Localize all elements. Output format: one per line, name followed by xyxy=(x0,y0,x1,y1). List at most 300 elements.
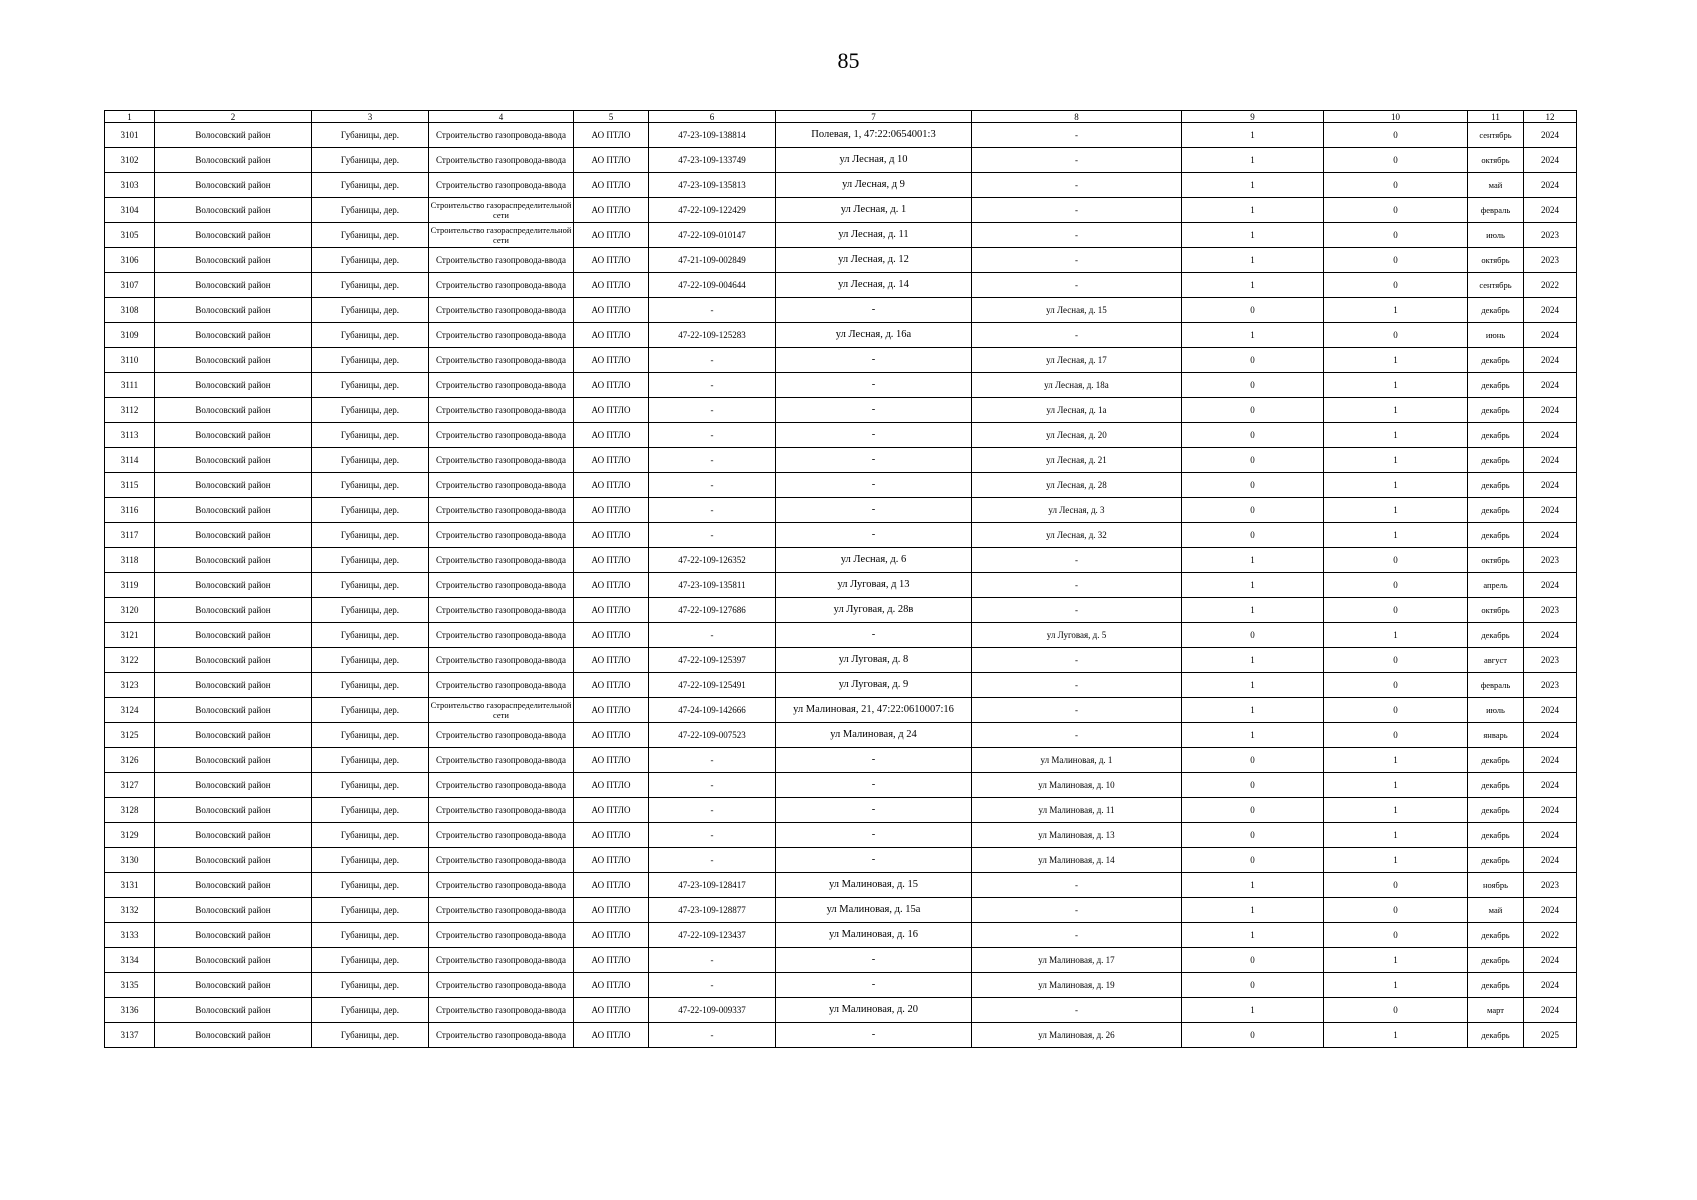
application-number-cell: 47-22-109-009337 xyxy=(649,998,776,1023)
settlement-cell: Губаницы, дер. xyxy=(312,398,429,423)
table-row xyxy=(105,798,1577,823)
month-cell: декабрь xyxy=(1468,498,1524,523)
settlement-cell: Губаницы, дер. xyxy=(312,848,429,873)
organization-cell: АО ПТЛО xyxy=(574,473,649,498)
count-cell: 0 xyxy=(1182,798,1324,823)
district-cell: Волосовский район xyxy=(155,373,312,398)
address-cell: - xyxy=(776,373,972,398)
table-row xyxy=(105,298,1577,323)
work-type-cell: Строительство газопровода-ввода xyxy=(429,898,574,923)
settlement-cell: Губаницы, дер. xyxy=(312,298,429,323)
column-header: 1 xyxy=(105,111,155,123)
district-cell: Волосовский район xyxy=(155,673,312,698)
settlement-cell: Губаницы, дер. xyxy=(312,773,429,798)
address-cell: ул Лесная, д. 17 xyxy=(972,348,1182,373)
count-cell: 1 xyxy=(1324,473,1468,498)
address-cell: - xyxy=(776,523,972,548)
district-cell: Волосовский район xyxy=(155,448,312,473)
work-type-cell: Строительство газопровода-ввода xyxy=(429,948,574,973)
district-cell: Волосовский район xyxy=(155,623,312,648)
application-number-cell: 47-23-109-128417 xyxy=(649,873,776,898)
row-number-cell: 3133 xyxy=(105,923,155,948)
count-cell: 1 xyxy=(1182,248,1324,273)
organization-cell: АО ПТЛО xyxy=(574,423,649,448)
address-cell: ул Малиновая, д. 1 xyxy=(972,748,1182,773)
address-cell: - xyxy=(972,673,1182,698)
count-cell: 0 xyxy=(1182,948,1324,973)
organization-cell: АО ПТЛО xyxy=(574,223,649,248)
application-number-cell: 47-22-109-126352 xyxy=(649,548,776,573)
organization-cell: АО ПТЛО xyxy=(574,673,649,698)
count-cell: 0 xyxy=(1182,348,1324,373)
organization-cell: АО ПТЛО xyxy=(574,373,649,398)
settlement-cell: Губаницы, дер. xyxy=(312,748,429,773)
work-type-cell: Строительство газопровода-ввода xyxy=(429,498,574,523)
count-cell: 1 xyxy=(1324,348,1468,373)
row-number-cell: 3102 xyxy=(105,148,155,173)
year-cell: 2024 xyxy=(1524,123,1577,148)
application-number-cell: 47-23-109-133749 xyxy=(649,148,776,173)
address-cell: - xyxy=(972,898,1182,923)
count-cell: 1 xyxy=(1182,173,1324,198)
address-cell: - xyxy=(972,873,1182,898)
address-cell: ул Лесная, д. 20 xyxy=(972,423,1182,448)
count-cell: 1 xyxy=(1182,598,1324,623)
table-row xyxy=(105,848,1577,873)
count-cell: 1 xyxy=(1324,623,1468,648)
year-cell: 2023 xyxy=(1524,648,1577,673)
count-cell: 1 xyxy=(1182,873,1324,898)
organization-cell: АО ПТЛО xyxy=(574,273,649,298)
column-header: 7 xyxy=(776,111,972,123)
district-cell: Волосовский район xyxy=(155,948,312,973)
organization-cell: АО ПТЛО xyxy=(574,548,649,573)
table-row xyxy=(105,723,1577,748)
row-number-cell: 3110 xyxy=(105,348,155,373)
address-cell: ул Лесная, д. 21 xyxy=(972,448,1182,473)
year-cell: 2023 xyxy=(1524,598,1577,623)
organization-cell: АО ПТЛО xyxy=(574,773,649,798)
row-number-cell: 3108 xyxy=(105,298,155,323)
application-number-cell: - xyxy=(649,973,776,998)
work-type-cell: Строительство газопровода-ввода xyxy=(429,273,574,298)
work-type-cell: Строительство газопровода-ввода xyxy=(429,998,574,1023)
work-type-cell: Строительство газопровода-ввода xyxy=(429,723,574,748)
organization-cell: АО ПТЛО xyxy=(574,623,649,648)
table-row xyxy=(105,448,1577,473)
month-cell: декабрь xyxy=(1468,423,1524,448)
year-cell: 2024 xyxy=(1524,523,1577,548)
year-cell: 2024 xyxy=(1524,898,1577,923)
count-cell: 0 xyxy=(1324,698,1468,723)
count-cell: 0 xyxy=(1324,273,1468,298)
count-cell: 1 xyxy=(1182,998,1324,1023)
organization-cell: АО ПТЛО xyxy=(574,923,649,948)
address-cell: - xyxy=(972,248,1182,273)
month-cell: июль xyxy=(1468,698,1524,723)
district-cell: Волосовский район xyxy=(155,998,312,1023)
row-number-cell: 3123 xyxy=(105,673,155,698)
row-number-cell: 3103 xyxy=(105,173,155,198)
address-cell: - xyxy=(776,423,972,448)
count-cell: 0 xyxy=(1324,248,1468,273)
count-cell: 1 xyxy=(1324,973,1468,998)
table-row xyxy=(105,973,1577,998)
row-number-cell: 3114 xyxy=(105,448,155,473)
count-cell: 0 xyxy=(1324,673,1468,698)
month-cell: октябрь xyxy=(1468,248,1524,273)
count-cell: 0 xyxy=(1182,498,1324,523)
address-cell: Полевая, 1, 47:22:0654001:3 xyxy=(776,123,972,148)
address-cell: - xyxy=(776,1023,972,1048)
application-number-cell: 47-23-109-128877 xyxy=(649,898,776,923)
address-cell: - xyxy=(776,473,972,498)
address-cell: - xyxy=(972,148,1182,173)
count-cell: 0 xyxy=(1182,448,1324,473)
settlement-cell: Губаницы, дер. xyxy=(312,623,429,648)
count-cell: 1 xyxy=(1324,823,1468,848)
settlement-cell: Губаницы, дер. xyxy=(312,173,429,198)
organization-cell: АО ПТЛО xyxy=(574,998,649,1023)
count-cell: 0 xyxy=(1182,373,1324,398)
count-cell: 0 xyxy=(1182,1023,1324,1048)
application-number-cell: - xyxy=(649,1023,776,1048)
address-cell: ул Лесная, д. 1 xyxy=(776,198,972,223)
application-number-cell: - xyxy=(649,748,776,773)
month-cell: март xyxy=(1468,998,1524,1023)
address-cell: - xyxy=(776,823,972,848)
month-cell: август xyxy=(1468,648,1524,673)
district-cell: Волосовский район xyxy=(155,773,312,798)
settlement-cell: Губаницы, дер. xyxy=(312,248,429,273)
work-type-cell: Строительство газопровода-ввода xyxy=(429,648,574,673)
settlement-cell: Губаницы, дер. xyxy=(312,648,429,673)
district-cell: Волосовский район xyxy=(155,348,312,373)
row-number-cell: 3126 xyxy=(105,748,155,773)
district-cell: Волосовский район xyxy=(155,148,312,173)
month-cell: декабрь xyxy=(1468,798,1524,823)
address-cell: ул Луговая, д. 5 xyxy=(972,623,1182,648)
address-cell: - xyxy=(776,448,972,473)
address-cell: - xyxy=(776,348,972,373)
month-cell: декабрь xyxy=(1468,923,1524,948)
table-row xyxy=(105,548,1577,573)
address-cell: - xyxy=(972,648,1182,673)
table-row xyxy=(105,573,1577,598)
district-cell: Волосовский район xyxy=(155,273,312,298)
work-type-cell: Строительство газораспределительной сети xyxy=(429,698,574,723)
work-type-cell: Строительство газопровода-ввода xyxy=(429,323,574,348)
work-type-cell: Строительство газопровода-ввода xyxy=(429,598,574,623)
address-cell: - xyxy=(972,998,1182,1023)
year-cell: 2022 xyxy=(1524,273,1577,298)
address-cell: ул Луговая, д. 8 xyxy=(776,648,972,673)
application-number-cell: - xyxy=(649,398,776,423)
work-type-cell: Строительство газопровода-ввода xyxy=(429,548,574,573)
count-cell: 0 xyxy=(1182,773,1324,798)
month-cell: сентябрь xyxy=(1468,273,1524,298)
year-cell: 2024 xyxy=(1524,698,1577,723)
row-number-cell: 3129 xyxy=(105,823,155,848)
settlement-cell: Губаницы, дер. xyxy=(312,323,429,348)
work-type-cell: Строительство газопровода-ввода xyxy=(429,298,574,323)
organization-cell: АО ПТЛО xyxy=(574,398,649,423)
count-cell: 1 xyxy=(1324,398,1468,423)
district-cell: Волосовский район xyxy=(155,1023,312,1048)
row-number-cell: 3113 xyxy=(105,423,155,448)
row-number-cell: 3115 xyxy=(105,473,155,498)
count-cell: 0 xyxy=(1324,323,1468,348)
column-header: 11 xyxy=(1468,111,1524,123)
address-cell: ул Малиновая, д. 17 xyxy=(972,948,1182,973)
count-cell: 0 xyxy=(1182,298,1324,323)
organization-cell: АО ПТЛО xyxy=(574,498,649,523)
row-number-cell: 3122 xyxy=(105,648,155,673)
organization-cell: АО ПТЛО xyxy=(574,348,649,373)
settlement-cell: Губаницы, дер. xyxy=(312,198,429,223)
table-row xyxy=(105,598,1577,623)
district-cell: Волосовский район xyxy=(155,173,312,198)
column-header: 6 xyxy=(649,111,776,123)
year-cell: 2024 xyxy=(1524,623,1577,648)
organization-cell: АО ПТЛО xyxy=(574,898,649,923)
settlement-cell: Губаницы, дер. xyxy=(312,373,429,398)
year-cell: 2024 xyxy=(1524,298,1577,323)
year-cell: 2023 xyxy=(1524,248,1577,273)
address-cell: ул Малиновая, д. 16 xyxy=(776,923,972,948)
table-row xyxy=(105,248,1577,273)
count-cell: 0 xyxy=(1182,973,1324,998)
address-cell: - xyxy=(972,923,1182,948)
month-cell: февраль xyxy=(1468,198,1524,223)
count-cell: 0 xyxy=(1324,648,1468,673)
settlement-cell: Губаницы, дер. xyxy=(312,523,429,548)
district-cell: Волосовский район xyxy=(155,248,312,273)
settlement-cell: Губаницы, дер. xyxy=(312,273,429,298)
table-row xyxy=(105,698,1577,723)
table-row xyxy=(105,473,1577,498)
count-cell: 1 xyxy=(1324,748,1468,773)
table-row xyxy=(105,523,1577,548)
address-cell: - xyxy=(972,723,1182,748)
organization-cell: АО ПТЛО xyxy=(574,748,649,773)
district-cell: Волосовский район xyxy=(155,748,312,773)
work-type-cell: Строительство газопровода-ввода xyxy=(429,823,574,848)
address-cell: ул Луговая, д. 9 xyxy=(776,673,972,698)
application-number-cell: 47-23-109-135813 xyxy=(649,173,776,198)
address-cell: - xyxy=(776,623,972,648)
count-cell: 0 xyxy=(1324,123,1468,148)
table-row xyxy=(105,348,1577,373)
address-cell: ул Лесная, д. 16а xyxy=(776,323,972,348)
count-cell: 1 xyxy=(1182,923,1324,948)
address-cell: - xyxy=(776,798,972,823)
work-type-cell: Строительство газопровода-ввода xyxy=(429,848,574,873)
district-cell: Волосовский район xyxy=(155,323,312,348)
month-cell: октябрь xyxy=(1468,548,1524,573)
organization-cell: АО ПТЛО xyxy=(574,448,649,473)
application-number-cell: 47-22-109-010147 xyxy=(649,223,776,248)
organization-cell: АО ПТЛО xyxy=(574,248,649,273)
table-row xyxy=(105,173,1577,198)
count-cell: 0 xyxy=(1324,723,1468,748)
work-type-cell: Строительство газопровода-ввода xyxy=(429,473,574,498)
data-table xyxy=(104,110,1577,1048)
month-cell: декабрь xyxy=(1468,398,1524,423)
count-cell: 1 xyxy=(1182,648,1324,673)
month-cell: декабрь xyxy=(1468,348,1524,373)
month-cell: июнь xyxy=(1468,323,1524,348)
organization-cell: АО ПТЛО xyxy=(574,698,649,723)
district-cell: Волосовский район xyxy=(155,698,312,723)
address-cell: ул Лесная, д. 28 xyxy=(972,473,1182,498)
table-row xyxy=(105,673,1577,698)
count-cell: 1 xyxy=(1182,273,1324,298)
organization-cell: АО ПТЛО xyxy=(574,973,649,998)
settlement-cell: Губаницы, дер. xyxy=(312,673,429,698)
month-cell: декабрь xyxy=(1468,848,1524,873)
address-cell: - xyxy=(972,123,1182,148)
row-number-cell: 3127 xyxy=(105,773,155,798)
month-cell: декабрь xyxy=(1468,448,1524,473)
district-cell: Волосовский район xyxy=(155,923,312,948)
count-cell: 0 xyxy=(1324,598,1468,623)
row-number-cell: 3128 xyxy=(105,798,155,823)
settlement-cell: Губаницы, дер. xyxy=(312,798,429,823)
address-cell: ул Малиновая, д. 19 xyxy=(972,973,1182,998)
table-row xyxy=(105,148,1577,173)
count-cell: 0 xyxy=(1182,623,1324,648)
month-cell: май xyxy=(1468,898,1524,923)
address-cell: ул Лесная, д 9 xyxy=(776,173,972,198)
row-number-cell: 3132 xyxy=(105,898,155,923)
settlement-cell: Губаницы, дер. xyxy=(312,923,429,948)
month-cell: декабрь xyxy=(1468,948,1524,973)
address-cell: - xyxy=(776,398,972,423)
application-number-cell: 47-24-109-142666 xyxy=(649,698,776,723)
application-number-cell: 47-22-109-125283 xyxy=(649,323,776,348)
organization-cell: АО ПТЛО xyxy=(574,798,649,823)
settlement-cell: Губаницы, дер. xyxy=(312,548,429,573)
count-cell: 0 xyxy=(1182,398,1324,423)
district-cell: Волосовский район xyxy=(155,423,312,448)
year-cell: 2024 xyxy=(1524,773,1577,798)
district-cell: Волосовский район xyxy=(155,873,312,898)
count-cell: 0 xyxy=(1324,898,1468,923)
district-cell: Волосовский район xyxy=(155,298,312,323)
district-cell: Волосовский район xyxy=(155,798,312,823)
column-header: 2 xyxy=(155,111,312,123)
table-row xyxy=(105,898,1577,923)
organization-cell: АО ПТЛО xyxy=(574,1023,649,1048)
settlement-cell: Губаницы, дер. xyxy=(312,973,429,998)
application-number-cell: 47-21-109-002849 xyxy=(649,248,776,273)
organization-cell: АО ПТЛО xyxy=(574,323,649,348)
work-type-cell: Строительство газопровода-ввода xyxy=(429,173,574,198)
application-number-cell: - xyxy=(649,623,776,648)
table-row xyxy=(105,423,1577,448)
row-number-cell: 3119 xyxy=(105,573,155,598)
table-row xyxy=(105,398,1577,423)
address-cell: ул Малиновая, д. 11 xyxy=(972,798,1182,823)
organization-cell: АО ПТЛО xyxy=(574,598,649,623)
work-type-cell: Строительство газопровода-ввода xyxy=(429,348,574,373)
row-number-cell: 3105 xyxy=(105,223,155,248)
work-type-cell: Строительство газопровода-ввода xyxy=(429,123,574,148)
month-cell: ноябрь xyxy=(1468,873,1524,898)
table-row xyxy=(105,373,1577,398)
row-number-cell: 3121 xyxy=(105,623,155,648)
address-cell: ул Малиновая, д. 15 xyxy=(776,873,972,898)
work-type-cell: Строительство газопровода-ввода xyxy=(429,573,574,598)
settlement-cell: Губаницы, дер. xyxy=(312,573,429,598)
column-header: 9 xyxy=(1182,111,1324,123)
row-number-cell: 3117 xyxy=(105,523,155,548)
address-cell: - xyxy=(972,598,1182,623)
row-number-cell: 3111 xyxy=(105,373,155,398)
district-cell: Волосовский район xyxy=(155,523,312,548)
settlement-cell: Губаницы, дер. xyxy=(312,348,429,373)
row-number-cell: 3116 xyxy=(105,498,155,523)
address-cell: - xyxy=(776,773,972,798)
year-cell: 2024 xyxy=(1524,398,1577,423)
address-cell: - xyxy=(972,273,1182,298)
year-cell: 2023 xyxy=(1524,548,1577,573)
row-number-cell: 3104 xyxy=(105,198,155,223)
settlement-cell: Губаницы, дер. xyxy=(312,148,429,173)
address-cell: ул Лесная, д. 6 xyxy=(776,548,972,573)
address-cell: ул Лесная, д. 12 xyxy=(776,248,972,273)
organization-cell: АО ПТЛО xyxy=(574,123,649,148)
count-cell: 1 xyxy=(1182,323,1324,348)
count-cell: 1 xyxy=(1182,573,1324,598)
address-cell: ул Малиновая, д. 26 xyxy=(972,1023,1182,1048)
year-cell: 2024 xyxy=(1524,998,1577,1023)
settlement-cell: Губаницы, дер. xyxy=(312,873,429,898)
district-cell: Волосовский район xyxy=(155,648,312,673)
organization-cell: АО ПТЛО xyxy=(574,298,649,323)
count-cell: 1 xyxy=(1182,123,1324,148)
table-row xyxy=(105,998,1577,1023)
count-cell: 0 xyxy=(1324,148,1468,173)
organization-cell: АО ПТЛО xyxy=(574,148,649,173)
address-cell: ул Лесная, д. 14 xyxy=(776,273,972,298)
application-number-cell: - xyxy=(649,423,776,448)
application-number-cell: - xyxy=(649,448,776,473)
address-cell: ул Лесная, д. 15 xyxy=(972,298,1182,323)
work-type-cell: Строительство газопровода-ввода xyxy=(429,873,574,898)
address-cell: ул Лесная, д. 1а xyxy=(972,398,1182,423)
work-type-cell: Строительство газораспределительной сети xyxy=(429,198,574,223)
year-cell: 2024 xyxy=(1524,423,1577,448)
count-cell: 0 xyxy=(1324,923,1468,948)
work-type-cell: Строительство газопровода-ввода xyxy=(429,623,574,648)
count-cell: 1 xyxy=(1182,548,1324,573)
address-cell: - xyxy=(972,548,1182,573)
month-cell: октябрь xyxy=(1468,598,1524,623)
table-row xyxy=(105,198,1577,223)
organization-cell: АО ПТЛО xyxy=(574,648,649,673)
work-type-cell: Строительство газопровода-ввода xyxy=(429,398,574,423)
address-cell: - xyxy=(776,848,972,873)
work-type-cell: Строительство газопровода-ввода xyxy=(429,423,574,448)
count-cell: 0 xyxy=(1324,998,1468,1023)
address-cell: - xyxy=(776,748,972,773)
year-cell: 2024 xyxy=(1524,198,1577,223)
work-type-cell: Строительство газопровода-ввода xyxy=(429,1023,574,1048)
year-cell: 2024 xyxy=(1524,948,1577,973)
application-number-cell: 47-23-109-135811 xyxy=(649,573,776,598)
